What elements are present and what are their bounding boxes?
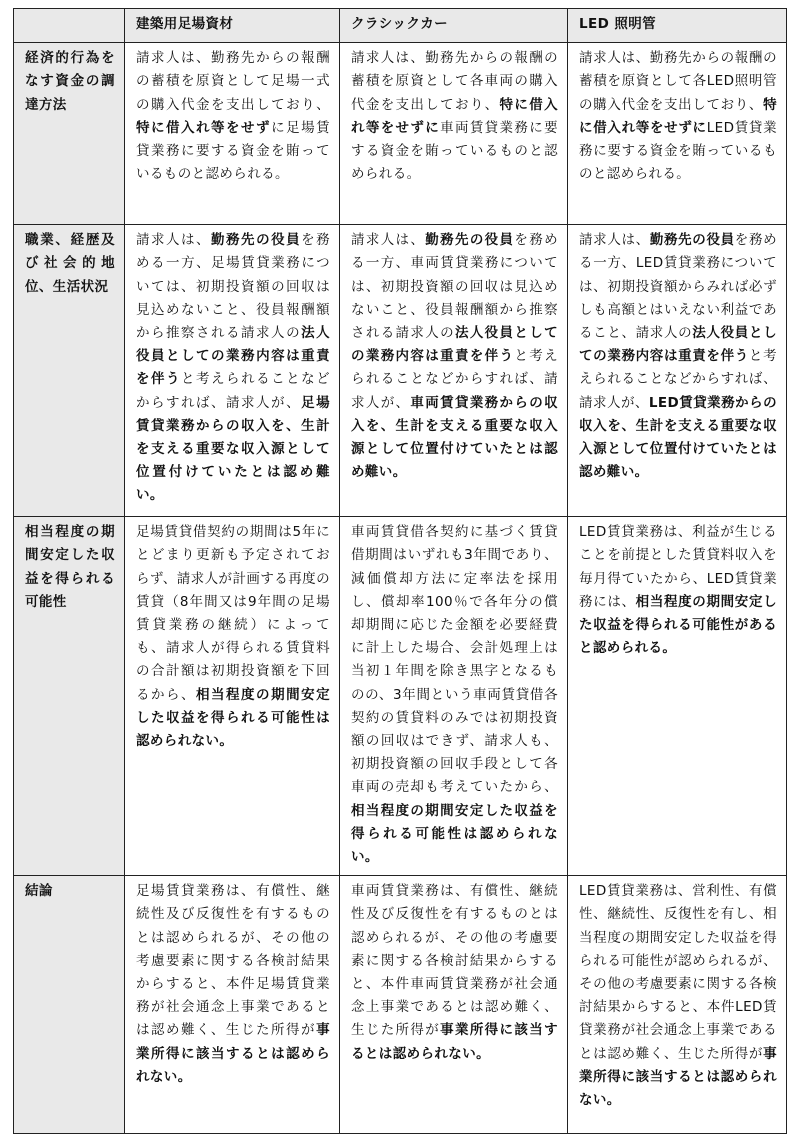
body-text: LED賃貸業務に要する資金を賄っているものと認められる。 bbox=[579, 119, 777, 183]
cell-scaffolding-funding bbox=[125, 43, 340, 225]
body-text: 請求人は、 bbox=[351, 232, 426, 249]
emphasis-text: 勤務先の役員 bbox=[649, 232, 735, 249]
row-occupation-status bbox=[14, 225, 787, 517]
emphasis-text: 事業所得に該当するとは認められない。 bbox=[136, 1022, 330, 1085]
emphasis-text: 相当程度の期間安定した収益を得られる可能性は認められない。 bbox=[136, 686, 330, 750]
row-label-occupation-status: 職業、経歴及び社会的地位、生活状況 bbox=[14, 225, 125, 517]
body-text: に足場賃貸業務に要する資金を賄っているものと認められる。 bbox=[136, 119, 330, 183]
emphasis-text: 特に借入れ等をせず bbox=[136, 119, 272, 136]
body-text: 請求人は、 bbox=[579, 232, 650, 249]
emphasis-text: 特に借入れ等をせずに bbox=[579, 96, 777, 136]
row-label-funding-method: 経済的行為をなす資金の調達方法 bbox=[14, 43, 125, 225]
body-text: と考えられることなどからすれば、請求人が、 bbox=[579, 348, 777, 411]
body-text: 請求人は、 bbox=[136, 232, 212, 249]
row-stable-income bbox=[14, 517, 787, 876]
cell-led-stable-income bbox=[568, 517, 787, 876]
body-text: 車両賃貸業務は、有償性、継続性及び反復性を有するものとは認められるが、その他の考慮要素に関する各検討結果からすると、本件車両賃貸業務が社会通念上事業であるとは認め難く、生じた所得が bbox=[351, 883, 558, 1039]
comparison-table bbox=[13, 8, 787, 1134]
cell-classic-car-occupation bbox=[340, 225, 568, 517]
body-text: と考えられることなどからすれば、請求人が、 bbox=[351, 348, 558, 411]
cell-led-occupation bbox=[568, 225, 787, 517]
body-text: を務める一方、LED賃貸業務については、初期投資額からみれば必ずしも高額とはいえない利益であること、請求人の bbox=[579, 232, 778, 342]
body-text: 請求人は、勤務先からの報酬の蓄積を原資として各LED照明管の購入代金を支出しており、 bbox=[579, 50, 777, 113]
header-led-lighting: LED 照明管 bbox=[568, 9, 787, 43]
body-text: を務める一方、車両賃貸業務については、初期投資額の回収は見込めないこと、役員報酬額から推察される請求人の bbox=[351, 232, 558, 342]
header-corner-cell bbox=[14, 9, 125, 43]
row-conclusion bbox=[14, 876, 787, 1134]
emphasis-text: 車両賃貸業務からの収入を、生計を支える重要な収入源として位置付けていたとは認め難い。 bbox=[351, 394, 558, 481]
emphasis-text: 相当程度の期間安定した収益を得られる可能性は認められない。 bbox=[351, 802, 558, 866]
emphasis-text: 勤務先の役員 bbox=[211, 232, 302, 249]
emphasis-text: 足場賃貸業務からの収入を、生計を支える重要な収入源として位置付けていたとは認め難い。 bbox=[136, 394, 330, 504]
cell-scaffolding-conclusion bbox=[125, 876, 340, 1134]
body-text: LED賃貸業務は、営利性、有償性、継続性、反復性を有し、相当程度の期間安定した収益を得られる可能性が認められるが、その他の考慮要素に関する各検討結果からすると、本件LED賃貸業務が社会通念上事業であるとは認め難く、生じた所得が bbox=[579, 883, 777, 1062]
body-text: 足場賃貸業務は、有償性、継続性及び反復性を有するものとは認められるが、その他の考慮要素に関する各検討結果からすると、本件足場賃貸業務が社会通念上事業であるとは認め難く、生じた所得が bbox=[136, 883, 330, 1039]
row-funding-method bbox=[14, 43, 787, 225]
emphasis-text: LED賃貸業務からの収入を、生計を支える重要な収入源として位置付けていたとは認め難い。 bbox=[579, 394, 778, 481]
cell-classic-car-funding bbox=[340, 43, 568, 225]
cell-classic-car-conclusion bbox=[340, 876, 568, 1134]
emphasis-text: 事業所得に該当するとは認められない。 bbox=[351, 1022, 558, 1062]
cell-scaffolding-stable-income bbox=[125, 517, 340, 876]
cell-led-conclusion bbox=[568, 876, 787, 1134]
header-classic-car: クラシックカー bbox=[340, 9, 568, 43]
row-label-stable-income: 相当程度の期間安定した収益を得られる可能性 bbox=[14, 517, 125, 876]
cell-scaffolding-occupation bbox=[125, 225, 340, 517]
emphasis-text: 法人役員としての業務内容は重責を伴う bbox=[579, 325, 778, 365]
body-text: 車両賃貸借各契約に基づく賃貸借期間はいずれも3年間であり、減価償却方法に定率法を採用し、償却率100％で各年分の償却期間に応じた金額を必要経費に計上した場合、会計処理上は当初１年間を除き黒字となるものの、3年間という車両賃貸借各契約の賃貸料のみでは初期投資額の回収はできず、請求人も、初期投資額の回収手段として各車両の売却も考えていたから、 bbox=[351, 524, 558, 796]
body-text: を務める一方、足場賃貸業務については、初期投資額の回収は見込めないこと、役員報酬額から推察される請求人の bbox=[136, 232, 331, 342]
emphasis-text: 勤務先の役員 bbox=[425, 232, 515, 249]
cell-led-funding bbox=[568, 43, 787, 225]
emphasis-text: 相当程度の期間安定した収益を得られる可能性があると認められる。 bbox=[579, 593, 778, 657]
row-label-conclusion: 結論 bbox=[14, 876, 125, 1134]
emphasis-text: 事業所得に該当するとは認められない。 bbox=[579, 1045, 777, 1109]
emphasis-text: 特に借入れ等をせずに bbox=[351, 96, 558, 136]
header-row bbox=[14, 9, 787, 43]
header-scaffolding: 建築用足場資材 bbox=[125, 9, 340, 43]
emphasis-text: 法人役員としての業務内容は重責を伴う bbox=[351, 325, 558, 365]
body-text: 請求人は、勤務先からの報酬の蓄積を原資として各車両の購入代金を支出しており、 bbox=[351, 50, 558, 113]
body-text: LED賃貸業務は、利益が生じることを前提とした賃貸料収入を毎月得ていたから、LED賃貸業務には、 bbox=[579, 524, 777, 610]
body-text: 足場賃貸借契約の期間は5年にとどまり更新も予定されておらず、請求人が計画する再度の賃貸（8年間又は9年間の足場賃貸業務の継続）によっても、請求人が得られる賃貸料の合計額は初期投資額を下回るから、 bbox=[136, 524, 330, 703]
cell-classic-car-stable-income bbox=[340, 517, 568, 876]
body-text: 請求人は、勤務先からの報酬の蓄積を原資として足場一式の購入代金を支出しており、 bbox=[136, 50, 330, 113]
body-text: と考えられることなどからすれば、請求人が、 bbox=[136, 371, 331, 411]
body-text: 車両賃貸業務に要する資金を賄っているものと認められる。 bbox=[351, 119, 558, 183]
emphasis-text: 法人役員としての業務内容は重責を伴う bbox=[136, 325, 330, 388]
